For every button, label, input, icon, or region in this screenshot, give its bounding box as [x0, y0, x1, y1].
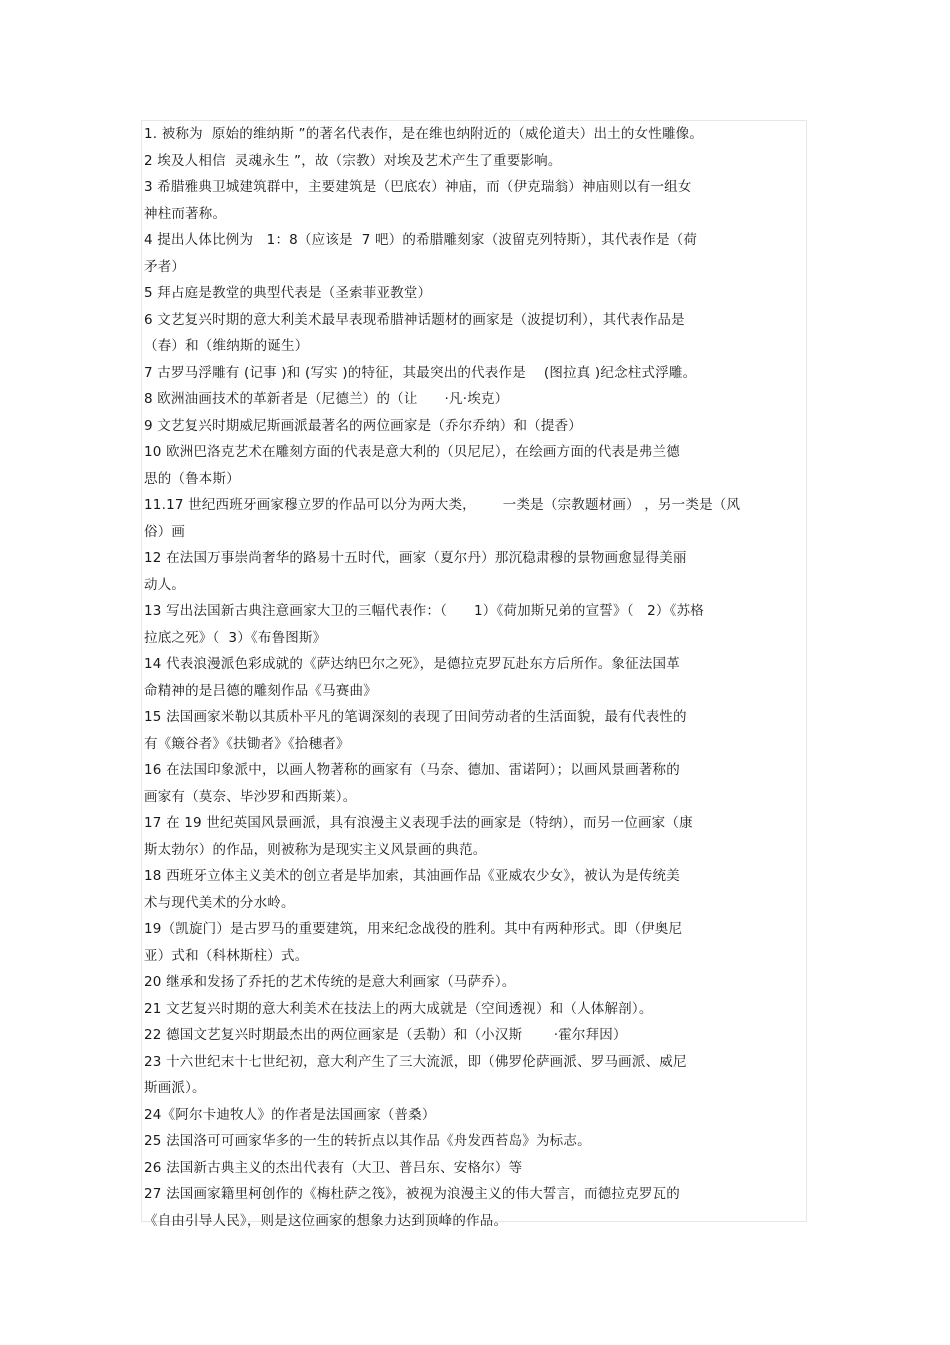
text-line: 13 写出法国新古典注意画家大卫的三幅代表作：（ 1）《荷加斯兄弟的宣誓》（ 2）《苏格: [144, 603, 704, 619]
text-line: 《自由引导人民》，则是这位画家的想象力达到顶峰的作品。: [144, 1212, 508, 1229]
text-line: 有《簸谷者》《扶锄者》《拾穗者》: [144, 735, 350, 752]
text-line: 15 法国画家米勒以其质朴平凡的笔调深刻的表现了田间劳动者的生活面貌，最有代表性的: [144, 709, 687, 725]
text-line: 矛者）: [144, 258, 186, 275]
text-line: 1. 被称为 原始的维纳斯 ”的著名代表作，是在维也纳附近的（威伦道夫）出土的女性雕像。: [144, 126, 704, 142]
text-line: 5 拜占庭是教堂的典型代表是（圣索菲亚教堂）: [144, 285, 432, 301]
text-line: 23 十六世纪末十七世纪初，意大利产生了三大流派，即（佛罗伦萨画派、罗马画派、威尼: [144, 1053, 687, 1070]
text-line: （春）和（维纳斯的诞生）: [144, 338, 309, 354]
text-line: 18 西班牙立体主义美术的创立者是毕加索，其油画作品《亚威农少女》，被认为是传统美: [144, 868, 680, 884]
text-line: 俗）画: [144, 523, 186, 540]
text-line: 思的（鲁本斯）: [144, 470, 240, 487]
text-line: 斯画派）。: [144, 1080, 206, 1096]
text-line: 12 在法国万事崇尚奢华的路易十五时代，画家（夏尔丹）那沉稳肃穆的景物画愈显得美丽: [144, 550, 687, 566]
document-body: [144, 121, 808, 1234]
text-line: 26 法国新古典主义的杰出代表有（大卫、普吕东、安格尔）等: [144, 1159, 523, 1176]
text-line: 8 欧洲油画技术的革新者是（尼德兰）的（让 ·凡·埃克）: [144, 391, 509, 407]
text-line: 17 在 19 世纪英国风景画派，具有浪漫主义表现手法的画家是（特纳），而另一位画家（康: [144, 815, 693, 831]
text-line: 命精神的是吕德的雕刻作品《马赛曲》: [144, 682, 377, 699]
text-line: 20 继承和发扬了乔托的艺术传统的是意大利画家（马萨乔）。: [144, 974, 516, 990]
text-line: 7 古罗马浮雕有 (记事 )和 (写实 )的特征，其最突出的代表作是 (图拉真 )纪念柱式浮雕。: [144, 364, 697, 381]
text-line: 画家有（莫奈、毕沙罗和西斯莱）。: [144, 788, 357, 805]
text-line: 19（凯旋门）是古罗马的重要建筑，用来纪念战役的胜利。其中有两种形式。即（伊奥尼: [144, 921, 683, 937]
text-line: 6 文艺复兴时期的意大利美术最早表现希腊神话题材的画家是（波提切利），其代表作品是: [144, 311, 685, 328]
text-line: 3 希腊雅典卫城建筑群中，主要建筑是（巴底农）神庙，而（伊克瑞翁）神庙则以有一组女: [144, 179, 692, 195]
text-line: 9 文艺复兴时期威尼斯画派最著名的两位画家是（乔尔乔纳）和（提香）: [144, 417, 582, 434]
text-line: 24《阿尔卡迪牧人》的作者是法国画家（普桑）: [144, 1106, 436, 1123]
text-line: 斯太勃尔）的作品，则被称为是现实主义风景画的典范。: [144, 841, 487, 858]
text-line: 27 法国画家籍里柯创作的《梅杜萨之筏》，被视为浪漫主义的伟大誓言，而德拉克罗瓦的: [144, 1186, 680, 1202]
text-line: 动人。: [144, 576, 186, 593]
text-line: 14 代表浪漫派色彩成就的《萨达纳巴尔之死》，是德拉克罗瓦赴东方后所作。象征法国革: [144, 656, 680, 672]
text-line: 22 德国文艺复兴时期最杰出的两位画家是（丢勒）和（小汉斯 ·霍尔拜因）: [144, 1027, 627, 1043]
text-line: 拉底之死》（ 3）《布鲁图斯》: [144, 629, 327, 646]
text-line: 16 在法国印象派中，以画人物著称的画家有（马奈、德加、雷诺阿）；以画风景画著称的: [144, 762, 680, 778]
text-line: 21 文艺复兴时期的意大利美术在技法上的两大成就是（空间透视）和（人体解剖）。: [144, 1000, 653, 1017]
text-line: 亚）式和（科林斯柱）式。: [144, 947, 309, 964]
text-line: 10 欧洲巴洛克艺术在雕刻方面的代表是意大利的（贝尼尼），在绘画方面的代表是弗兰德: [144, 444, 680, 460]
text-line: 25 法国洛可可画家华多的一生的转折点以其作品《舟发西苔岛》为标志。: [144, 1133, 591, 1149]
text-line: 术与现代美术的分水岭。: [144, 894, 295, 911]
text-line: 神柱而著称。: [144, 205, 227, 222]
text-line: 4 提出人体比例为 1：8（应该是 7 吧）的希腊雕刻家（波留克列特斯），其代表作是（荷: [144, 232, 698, 248]
text-line: 11.17 世纪西班牙画家穆立罗的作品可以分为两大类， 一类是（宗教题材画） ，另一类是（风: [144, 497, 741, 513]
text-line: 2 埃及人相信 灵魂永生 ”，故（宗教）对埃及艺术产生了重要影响。: [144, 152, 562, 169]
